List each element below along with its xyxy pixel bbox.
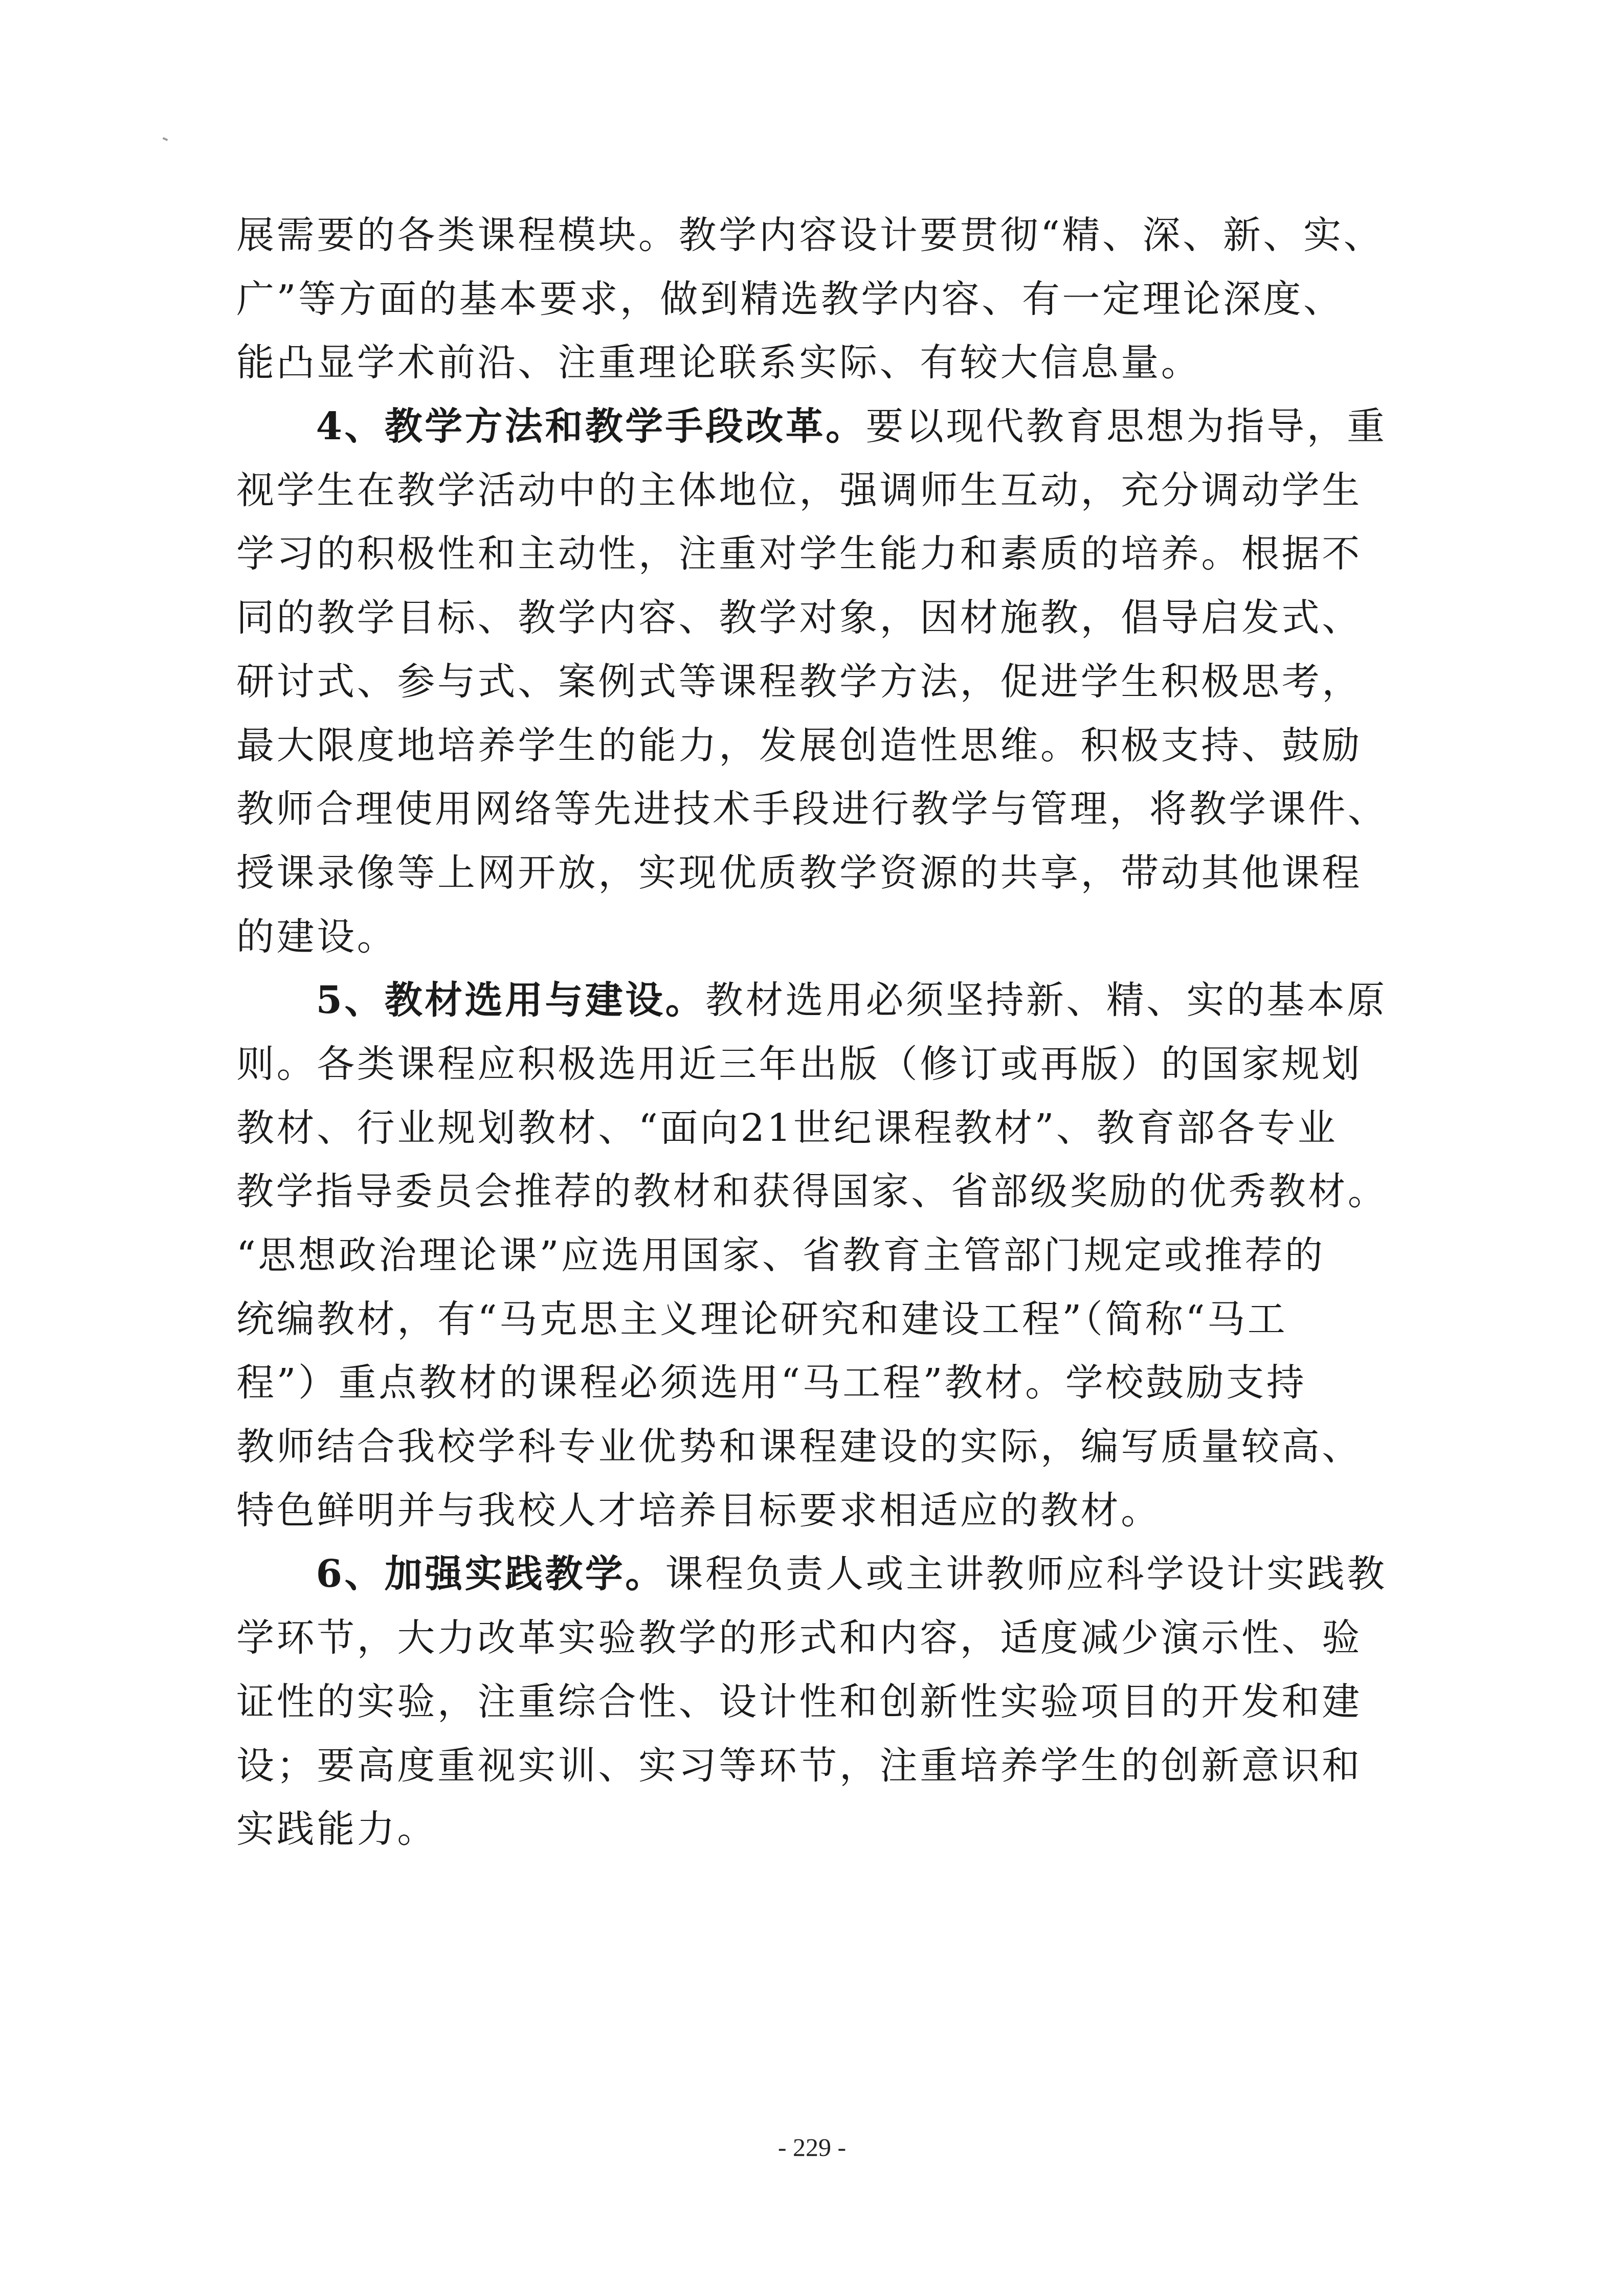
text-line-18 [236,1288,1387,1352]
text-line-7 [236,586,1387,650]
text-run: 能凸显学术前沿、注重理论联系实际、有较大信息量。 [236,341,1202,385]
text-run: 设；要高度重视实训、实习等环节，注重培养学生的创新意识和 [236,1743,1362,1788]
text-line-15 [236,1096,1387,1160]
text-run: 教学指导委员会推荐的教材和获得国家、省部级奖励的优秀教材。 [236,1169,1388,1214]
text-line-19 [236,1351,1387,1415]
text-run: 展需要的各类课程模块。教学内容设计要贯彻“精、深、新、实、 [236,213,1384,257]
body-text [236,204,1387,1861]
text-run: 则。各类课程应积极选用近三年出版（修订或再版）的国家规划 [236,1042,1362,1086]
text-line-2 [236,267,1387,331]
section-heading-5: 5、教材选用与建设。 [316,978,706,1023]
text-line-20 [236,1415,1387,1479]
text-line-17 [236,1224,1387,1288]
text-line-14 [236,1032,1387,1096]
text-run: 最大限度地培养学生的能力，发展创造性思维。积极支持、鼓励 [236,723,1362,768]
section-5-first-line [236,969,1387,1032]
text-run: 的建设。 [236,914,397,959]
text-line-25 [236,1734,1387,1798]
section-4-first-line [236,395,1387,459]
section-heading-6: 6、加强实践教学。 [316,1552,665,1596]
text-line-9 [236,714,1387,778]
text-run: 要以现代教育思想为指导，重 [865,404,1387,449]
text-run: 证性的实验，注重综合性、设计性和创新性实验项目的开发和建 [236,1679,1362,1724]
text-run: 教材、行业规划教材、“面向21世纪课程教材”、教育部各专业 [236,1106,1338,1150]
section-heading-4: 4、教学方法和教学手段改革。 [316,404,866,449]
text-line-11 [236,841,1387,905]
text-line-5 [236,459,1387,523]
text-line-23 [236,1606,1387,1670]
text-run: 同的教学目标、教学内容、教学对象，因材施教，倡导启发式、 [236,596,1362,640]
text-run: 特色鲜明并与我校人才培养目标要求相适应的教材。 [236,1488,1161,1533]
text-run: “思想政治理论课”应选用国家、省教育主管部门规定或推荐的 [236,1233,1325,1277]
page-number: - 229 - [777,2133,847,2162]
text-run: 教材选用必须坚持新、精、实的基本原 [705,978,1387,1023]
text-line-3 [236,331,1387,395]
text-line-26 [236,1797,1387,1861]
text-run: 广”等方面的基本要求，做到精选教学内容、有一定理论深度、 [236,277,1344,321]
text-run: 教师结合我校学科专业优势和课程建设的实际，编写质量较高、 [236,1425,1362,1469]
text-line-10 [236,777,1388,841]
text-line-8 [236,650,1387,714]
text-run: 学环节，大力改革实验教学的形式和内容，适度减少演示性、验 [236,1616,1362,1660]
text-run: 实践能力。 [236,1807,437,1852]
text-line-16 [236,1160,1388,1224]
text-line-24 [236,1670,1387,1734]
text-run: 统编教材，有“马克思主义理论研究和建设工程”（简称“马工 [236,1297,1288,1341]
text-run: 教师合理使用网络等先进技术手段进行教学与管理，将教学课件、 [236,787,1388,831]
scan-artifact-mark [163,137,168,141]
text-run: 学习的积极性和主动性，注重对学生能力和素质的培养。根据不 [236,532,1362,576]
section-6-first-line [236,1542,1387,1606]
text-run: 视学生在教学活动中的主体地位，强调师生互动，充分调动学生 [236,468,1362,512]
text-line-12 [236,905,1387,969]
text-line-1 [236,204,1387,267]
text-line-6 [236,522,1387,586]
text-run: 程”）重点教材的课程必须选用“马工程”教材。学校鼓励支持 [236,1361,1307,1405]
text-line-21 [236,1479,1387,1543]
text-run: 研讨式、参与式、案例式等课程教学方法，促进学生积极思考， [236,659,1362,704]
text-run: 授课录像等上网开放，实现优质教学资源的共享，带动其他课程 [236,850,1362,895]
text-run: 课程负责人或主讲教师应科学设计实践教 [665,1552,1387,1596]
